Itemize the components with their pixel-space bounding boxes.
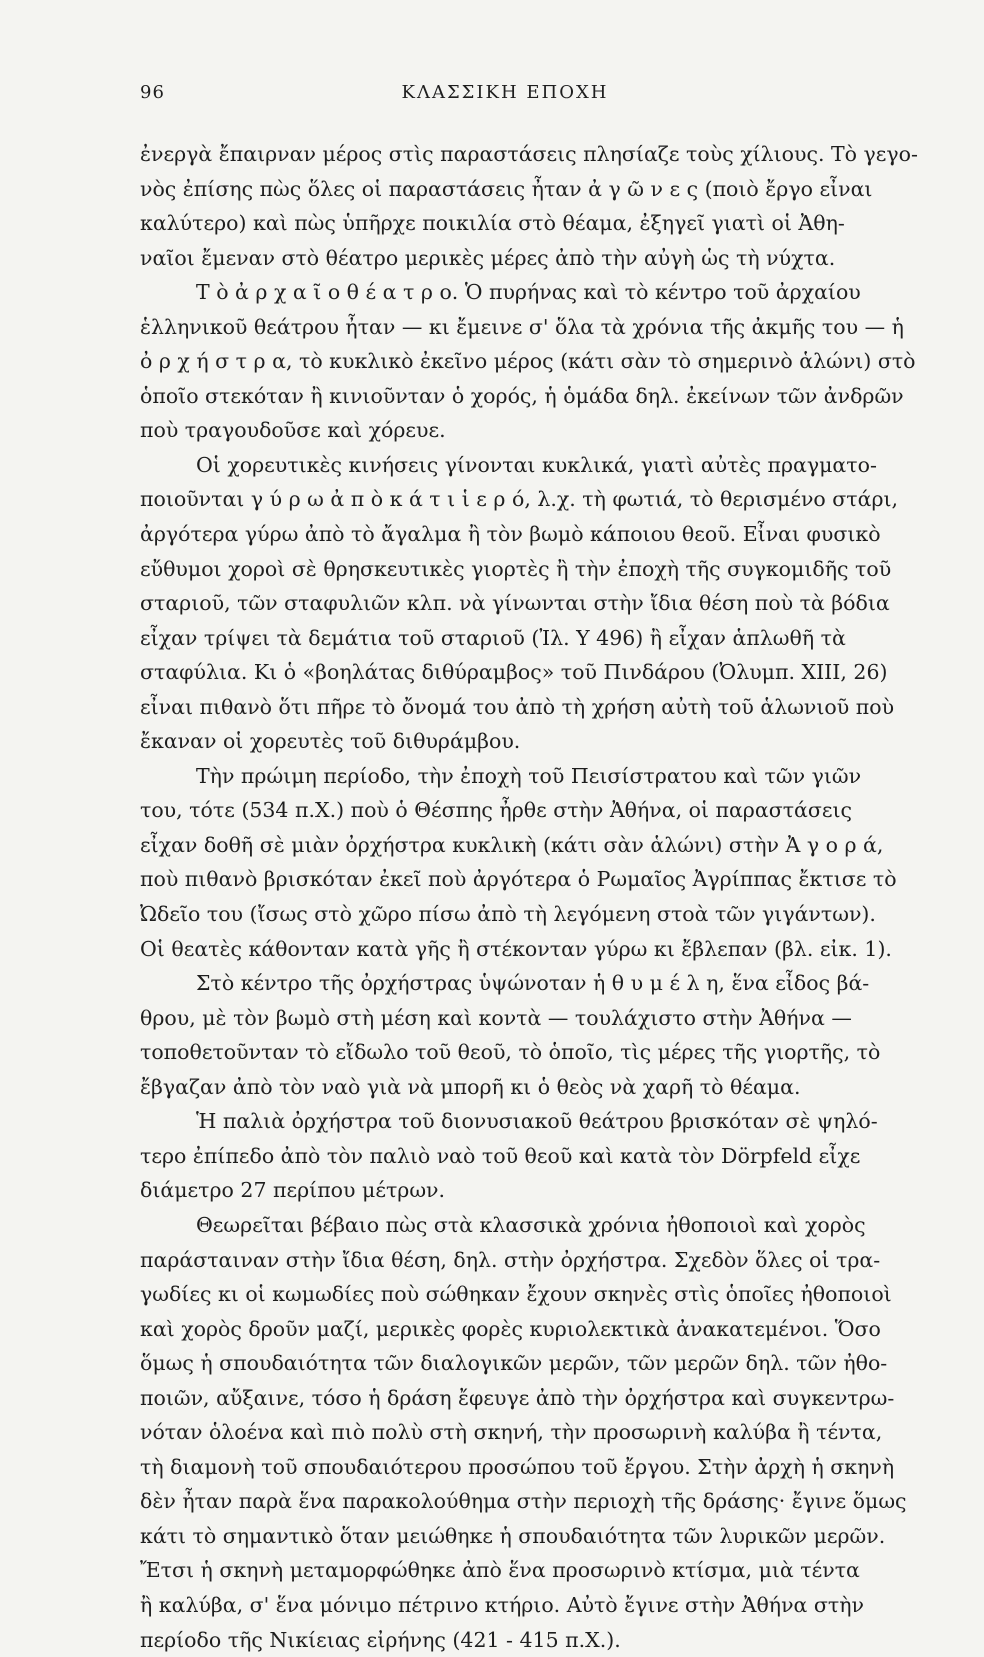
text-line: περίοδο τῆς Νικίειας εἰρήνης (421 - 415 π.Χ.).	[140, 1627, 621, 1652]
running-head: ΚΛΑΣΣΙΚΗ ΕΠΟΧΗ	[401, 82, 609, 103]
text-line: καὶ χορὸς δροῦν μαζί, μερικὲς φορὲς κυριολεκτικὰ ἀνακατεμένοι. Ὅσο	[140, 1316, 881, 1341]
text-line: τερο ἐπίπεδο ἀπὸ τὸν παλιὸ ναὸ τοῦ θεοῦ καὶ κατὰ τὸν Dörpfeld εἶχε	[140, 1143, 861, 1168]
text-line: Ὠδεῖο του (ἴσως στὸ χῶρο πίσω ἀπὸ τὴ λεγόμενη στοὰ τῶν γιγάντων).	[140, 902, 876, 927]
text-line: γωδίες κι οἱ κωμωδίες ποὺ σώθηκαν ἔχουν σκηνὲς στὶς ὁποῖες ἠθοποιοὶ	[140, 1282, 892, 1307]
text-line: Οἱ χορευτικὲς κινήσεις γίνονται κυκλικά, γιατὶ αὐτὲς πραγματο-	[196, 452, 877, 477]
text-line: ὁποῖο στεκόταν ἢ κινιοῦνταν ὁ χορός, ἡ ὁμάδα δηλ. ἐκείνων τῶν ἀνδρῶν	[140, 383, 904, 408]
page-header	[140, 82, 870, 106]
text-line: ὅμως ἡ σπουδαιότητα τῶν διαλογικῶν μερῶν, τῶν μερῶν δηλ. τῶν ἠθο-	[140, 1351, 888, 1376]
text-line: ποιῶν, αὔξαινε, τόσο ἡ δράση ἔφευγε ἀπὸ τὴν ὀρχήστρα καὶ συγκεντρω-	[140, 1385, 895, 1410]
text-line: ἀργότερα γύρω ἀπὸ τὸ ἄγαλμα ἢ τὸν βωμὸ κάποιου θεοῦ. Εἶναι φυσικὸ	[140, 522, 881, 547]
text-line: δὲν ἦταν παρὰ ἕνα παρακολούθημα στὴν περιοχὴ τῆς δράσης· ἔγινε ὅμως	[140, 1489, 907, 1514]
text-line: διάμετρο 27 περίπου μέτρων.	[140, 1178, 446, 1203]
text-line: εὔθυμοι χοροὶ σὲ θρησκευτικὲς γιορτὲς ἢ τὴν ἐποχὴ τῆς συγκομιδῆς τοῦ	[140, 556, 892, 581]
text-line: κάτι τὸ σημαντικὸ ὅταν μειώθηκε ἡ σπουδαιότητα τῶν λυρικῶν μερῶν.	[140, 1523, 886, 1548]
text-line: νόταν ὁλοένα καὶ πιὸ πολὺ στὴ σκηνή, τὴν προσωρινὴ καλύβα ἢ τέντα,	[140, 1420, 883, 1445]
text-line: καλύτερο) καὶ πὼς ὑπῆρχε ποικιλία στὸ θέαμα, ἐξηγεῖ γιατὶ οἱ Ἀθη-	[140, 211, 845, 236]
text-line: ποὺ πιθανὸ βρισκόταν ἐκεῖ ποὺ ἀργότερα ὁ Ρωμαῖος Ἀγρίππας ἔκτισε τὸ	[140, 867, 897, 892]
text-line: θρου, μὲ τὸν βωμὸ στὴ μέση καὶ κοντὰ — τουλάχιστο στὴν Ἀθήνα —	[140, 1005, 852, 1030]
text-line: ποὺ τραγουδοῦσε καὶ χόρευε.	[140, 418, 446, 443]
text-line: ποιοῦνται γ ύ ρ ω ἀ π ὸ κ ά τ ι ἱ ε ρ ό, λ.χ. τὴ φωτιά, τὸ θερισμένο στάρι,	[140, 487, 899, 512]
text-line: εἶχαν δοθῆ σὲ μιὰν ὀρχήστρα κυκλικὴ (κάτι σὰν ἁλώνι) στὴν Ἀ γ ο ρ ά,	[140, 832, 884, 857]
text-line: εἶχαν τρίψει τὰ δεμάτια τοῦ σταριοῦ (Ἰλ. Υ 496) ἢ εἶχαν ἁπλωθῆ τὰ	[140, 625, 846, 650]
text-line: εἶναι πιθανὸ ὅτι πῆρε τὸ ὄνομά του ἀπὸ τὴ χρήση αὐτὴ τοῦ ἁλωνιοῦ ποὺ	[140, 694, 895, 719]
text-line: Ἡ παλιὰ ὀρχήστρα τοῦ διονυσιακοῦ θεάτρου βρισκόταν σὲ ψηλό-	[196, 1109, 878, 1134]
text-line: σταριοῦ, τῶν σταφυλιῶν κλπ. νὰ γίνωνται στὴν ἴδια θέση ποὺ τὰ βόδια	[140, 591, 890, 616]
text-line: Τ ὸ ἀ ρ χ α ῖ ο θ έ α τ ρ ο. Ὁ πυρήνας καὶ τὸ κέντρο τοῦ ἀρχαίου	[196, 280, 861, 305]
page-number: 96	[140, 82, 165, 103]
text-line: σταφύλια. Κι ὁ «βοηλάτας διθύραμβος» τοῦ Πινδάρου (Ὀλυμπ. XIII, 26)	[140, 660, 888, 685]
text-line: Ἔτσι ἡ σκηνὴ μεταμορφώθηκε ἀπὸ ἕνα προσωρινὸ κτίσμα, μιὰ τέντα	[140, 1558, 860, 1583]
text-body	[140, 137, 940, 1657]
text-line: ἑλληνικοῦ θεάτρου ἦταν — κι ἔμεινε σ' ὅλα τὰ χρόνια τῆς ἀκμῆς του — ἡ	[140, 314, 904, 339]
text-line: τοποθετοῦνταν τὸ εἴδωλο τοῦ θεοῦ, τὸ ὁποῖο, τὶς μέρες τῆς γιορτῆς, τὸ	[140, 1040, 881, 1065]
text-line: Τὴν πρώιμη περίοδο, τὴν ἐποχὴ τοῦ Πεισίστρατου καὶ τῶν γιῶν	[196, 763, 862, 788]
text-line: νὸς ἐπίσης πὼς ὅλες οἱ παραστάσεις ἦταν ἀ γ ῶ ν ε ς (ποιὸ ἔργο εἶναι	[140, 176, 873, 201]
text-line: ἐνεργὰ ἔπαιρναν μέρος στὶς παραστάσεις πλησίαζε τοὺς χίλιους. Τὸ γεγο-	[140, 142, 918, 166]
text-line: ἢ καλύβα, σ' ἕνα μόνιμο πέτρινο κτήριο. Αὐτὸ ἔγινε στὴν Ἀθήνα στὴν	[140, 1592, 864, 1617]
text-line: ὀ ρ χ ή σ τ ρ α, τὸ κυκλικὸ ἐκεῖνο μέρος (κάτι σὰν τὸ σημερινὸ ἁλώνι) στὸ	[140, 349, 916, 374]
text-line: του, τότε (534 π.Χ.) ποὺ ὁ Θέσπης ἦρθε στὴν Ἀθήνα, οἱ παραστάσεις	[140, 798, 853, 823]
text-line: παράσταιναν στὴν ἴδια θέση, δηλ. στὴν ὀρχήστρα. Σχεδὸν ὅλες οἱ τρα-	[140, 1247, 881, 1272]
text-line: ἔβγαζαν ἀπὸ τὸν ναὸ γιὰ νὰ μπορῆ κι ὁ θεὸς νὰ χαρῆ τὸ θέαμα.	[140, 1074, 801, 1099]
text-line: Στὸ κέντρο τῆς ὀρχήστρας ὑψώνοταν ἡ θ υ μ έ λ η, ἕνα εἶδος βά-	[196, 971, 870, 996]
text-line: Οἱ θεατὲς κάθονταν κατὰ γῆς ἢ στέκονταν γύρω κι ἔβλεπαν (βλ. εἰκ. 1).	[140, 936, 892, 961]
text-line: ναῖοι ἔμεναν στὸ θέατρο μερικὲς μέρες ἀπὸ τὴν αὐγὴ ὡς τὴ νύχτα.	[140, 245, 836, 270]
text-line: ἔκαναν οἱ χορευτὲς τοῦ διθυράμβου.	[140, 729, 521, 754]
text-line: τὴ διαμονὴ τοῦ σπουδαιότερου προσώπου τοῦ ἔργου. Στὴν ἀρχὴ ἡ σκηνὴ	[140, 1454, 895, 1479]
text-line: Θεωρεῖται βέβαιο πὼς στὰ κλασσικὰ χρόνια ἠθοποιοὶ καὶ χορὸς	[196, 1212, 866, 1237]
